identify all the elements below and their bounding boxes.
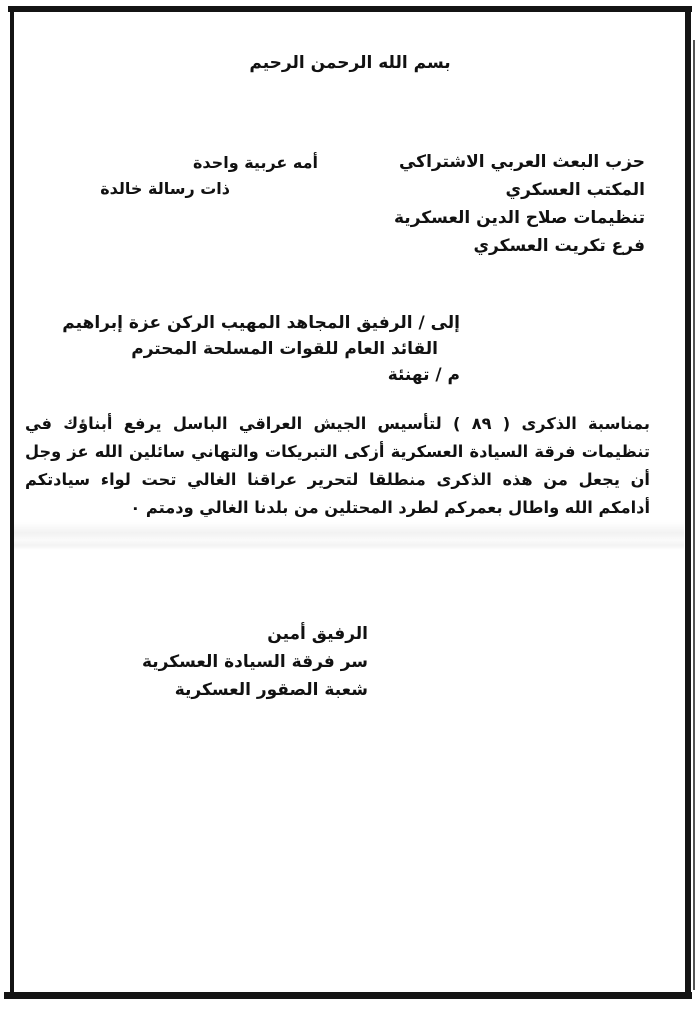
subject-line: م / تهنئة <box>387 365 460 385</box>
org-line-office: المكتب العسكري <box>505 180 645 200</box>
basmala: بسم الله الرحمن الرحيم <box>249 53 451 73</box>
page-border-outer-right <box>693 40 695 990</box>
page-border-top <box>8 6 692 12</box>
motto-line-1: أمه عربية واحدة <box>192 153 318 172</box>
recipient-block <box>62 310 460 388</box>
page-border-bottom <box>4 992 692 999</box>
org-line-organizations: تنظيمات صلاح الدين العسكرية <box>394 208 645 228</box>
signature-line-1: الرفيق أمين <box>267 624 368 644</box>
organization-header <box>394 148 645 260</box>
page-border-right <box>685 8 691 998</box>
page-border-left <box>10 10 14 998</box>
signature-line-2: سر فرقة السيادة العسكرية <box>141 652 368 672</box>
recipient-line-1: إلى / الرفيق المجاهد المهيب الركن عزة إبراهيم <box>62 313 460 333</box>
signature-line-3: شعبة الصقور العسكرية <box>174 680 368 700</box>
scan-streak <box>14 540 684 550</box>
recipient-line-2: القائد العام للقوات المسلحة المحترم <box>131 339 438 359</box>
motto-line-2: ذات رسالة خالدة <box>100 179 230 198</box>
body-paragraph: بمناسبة الذكرى ( ٨٩ ) لتأسيس الجيش العراقي الباسل يرفع أبناؤك في تنظيمات فرقة السيادة العسكرية أزكى التبريكات والتهاني سائلين الله عز وجل أن يجعل من هذه الذكرى منطلقا لتحرير عراقنا الغالي تحت لواء سيادتكم أدامكم الله واطال بعمركم لطرد المحتلين من بلدنا الغالي ودمتم ٠ <box>25 414 650 517</box>
org-line-branch: فرع تكريت العسكري <box>473 236 645 256</box>
signature-block <box>142 620 368 704</box>
org-line-party: حزب البعث العربي الاشتراكي <box>398 152 645 172</box>
